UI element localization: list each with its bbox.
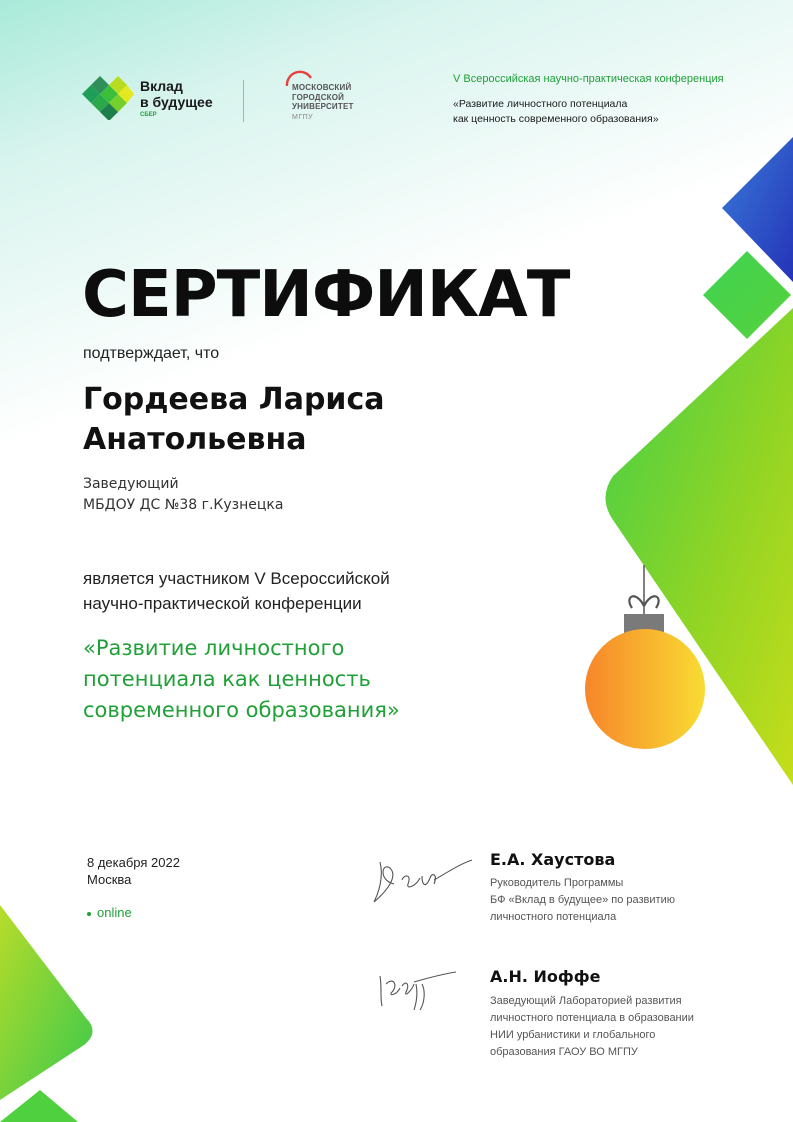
logo-divider [243,80,244,122]
confirms-text: подтверждает, что [83,345,220,362]
mgpu-logo [280,66,380,130]
signatory-2-name: А.Н. Иоффе [490,967,601,986]
bullet-dot-icon [87,912,91,916]
recipient-name: Гордеева Лариса Анатольевна [83,382,385,457]
signatory-1-role: Руководитель Программы БФ «Вклад в будущее» по развитию личностного потенциала [490,877,675,923]
signature-khaustova-icon [368,850,478,910]
sber-label: СБЕР [140,112,157,118]
event-date: 8 декабря 2022 [87,855,180,870]
event-format [87,905,132,920]
certificate-title: СЕРТИФИКАТ [82,258,570,332]
vklad-logo-line2: в будущее [140,94,213,110]
corner-triangle-shape [0,1090,78,1122]
mgpu-logo-line2: ГОРОДСКОЙ [292,92,345,102]
vklad-logo [82,76,222,126]
conference-topic-header: «Развитие личностного потенциала как ценность современного образования» [453,98,659,125]
mgpu-logo-line3: УНИВЕРСИТЕТ [292,102,354,111]
recipient-position: Заведующий МБДОУ ДС №38 г.Кузнецка [83,476,284,513]
signature-ioffe-icon [372,962,462,1012]
event-city: Москва [87,872,132,887]
blue-triangle-shape [722,137,793,282]
conference-topic: «Развитие личностного потенциала как ценность современного образования» [83,636,400,722]
bottom-left-triangle-shape [0,905,93,1100]
vklad-logo-line1: Вклад [140,78,183,94]
participation-text: является участником V Всероссийской научно-практической конференции [83,569,390,613]
signatory-1-name: Е.А. Хаустова [490,850,616,869]
mgpu-logo-line1: МОСКОВСКИЙ [292,83,352,92]
conference-heading: V Всероссийская научно-практическая конференция [453,73,724,85]
mgpu-abbr: МГПУ [292,114,314,121]
event-format-label: online [97,905,132,920]
signatory-2-role: Заведующий Лабораторией развития личностного потенциала в образовании НИИ урбанистики и глобального образования ГАОУ ВО МГПУ [490,995,694,1058]
vklad-mosaic-icon [82,76,134,120]
